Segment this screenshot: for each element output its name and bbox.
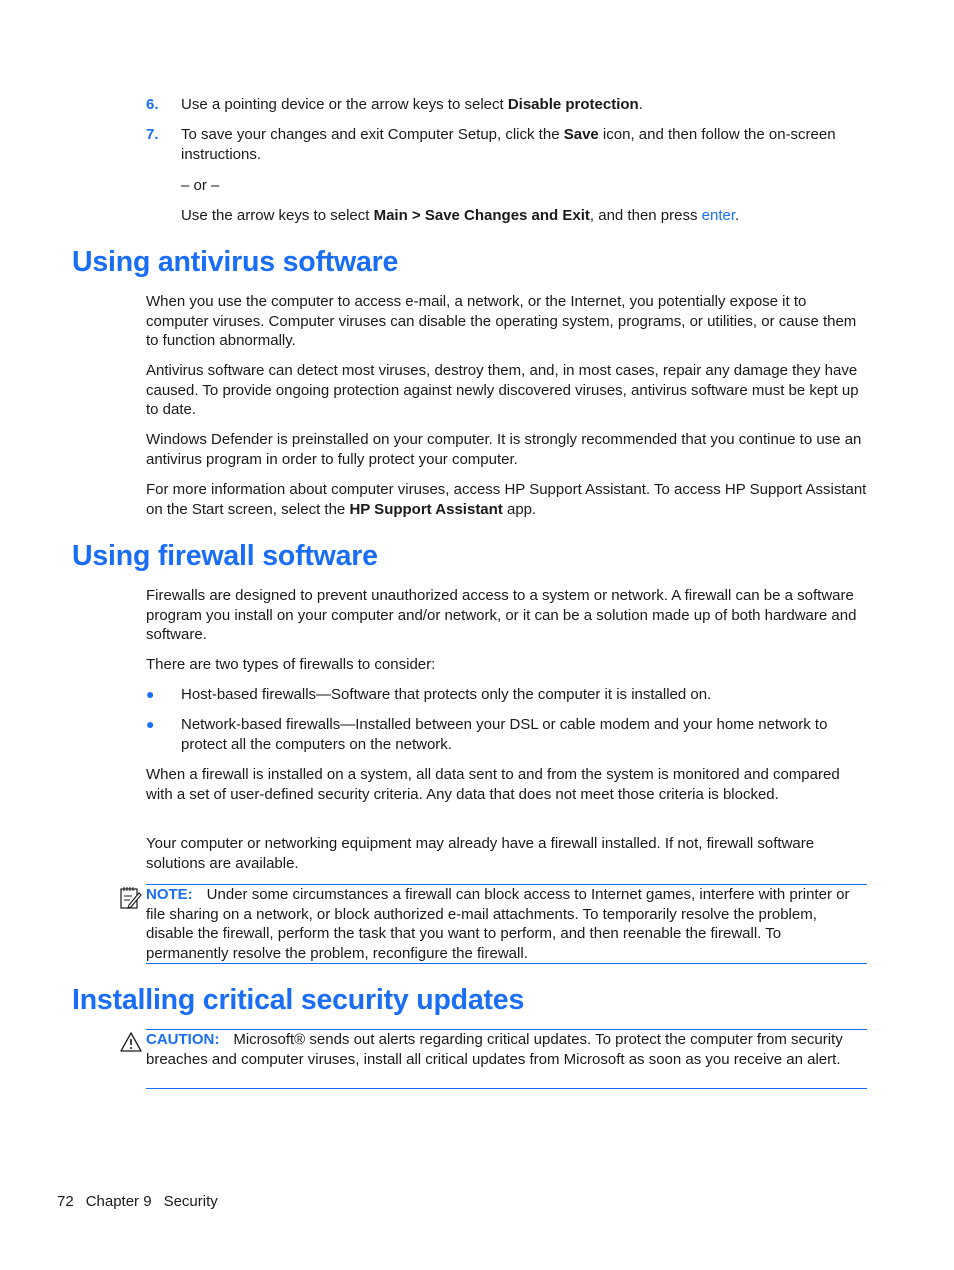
note-label: NOTE: xyxy=(146,886,193,903)
warning-triangle-icon xyxy=(119,1031,143,1053)
note-text: Under some circumstances a firewall can block access to Internet games, interfere with printer or file sharing on a network, or block authorized e-mail attachments. To temporarily resolve the problem, disable the firewall, perform the task that you want to perform, and then reenable the firewall. To permanently resolve the problem, reconfigure the firewall. xyxy=(146,886,850,962)
step-text-post: icon, and then follow the on-screen instructions. xyxy=(181,126,836,163)
step-text-pre: To save your changes and exit Computer Setup, click the xyxy=(181,126,564,143)
caution-content xyxy=(146,1030,867,1069)
bullet-icon: ● xyxy=(146,716,155,732)
paragraph-text: app. xyxy=(502,500,537,518)
alt-step-post: . xyxy=(735,207,740,224)
step-text-bold: Disable protection xyxy=(507,96,639,113)
heading-antivirus: Using antivirus software xyxy=(72,246,399,278)
step-6-text xyxy=(181,95,861,115)
antivirus-paragraph-1: When you use the computer to access e-mail, a network, or the Internet, you potentially expose it to computer viruses. Computer viruses can disable the operating system, programs, or utilities, or cause them to function abnormally. xyxy=(146,293,857,350)
antivirus-paragraph-4 xyxy=(146,480,868,519)
alt-step-bold: Main > Save Changes and Exit xyxy=(373,207,590,224)
firewall-paragraph-4: Your computer or networking equipment may already have a firewall installed. If not, firewall software solutions are available. xyxy=(146,835,815,872)
enter-key-link[interactable]: enter xyxy=(701,207,736,224)
step-text-post: . xyxy=(638,96,643,113)
chapter-title: Security xyxy=(163,1193,218,1210)
caution-box xyxy=(146,1029,867,1089)
firewall-paragraph-2: There are two types of firewalls to consider: xyxy=(146,656,436,673)
firewall-paragraph-1: Firewalls are designed to prevent unauthorized access to a system or network. A firewall can be a software program you install on your computer and/or network, or it can be a solution made up of both hardware and software. xyxy=(146,587,857,644)
step-7-text xyxy=(181,125,841,164)
alt-step-text xyxy=(181,206,861,226)
paragraph-text: For more information about computer viruses, access HP Support Assistant. To access HP Support Assistant on the Start screen, select the xyxy=(146,481,867,518)
step-text-bold: Save xyxy=(563,126,599,143)
heading-updates: Installing critical security updates xyxy=(72,984,525,1016)
antivirus-paragraph-3: Windows Defender is preinstalled on your computer. It is strongly recommended that you continue to use an antivirus program in order to fully protect your computer. xyxy=(146,431,862,468)
caution-label: CAUTION: xyxy=(146,1031,220,1048)
chapter-label: Chapter 9 xyxy=(85,1193,152,1210)
hp-support-assistant-label: HP Support Assistant xyxy=(349,500,503,518)
or-separator: – or – xyxy=(181,177,220,194)
page-number: 72 xyxy=(57,1193,74,1210)
alt-step-mid: , and then press xyxy=(589,207,702,224)
note-box xyxy=(146,884,867,964)
antivirus-paragraph-2: Antivirus software can detect most viruses, destroy them, and, in most cases, repair any damage they have caused. To provide ongoing protection against newly discovered viruses, antivirus software must be kept up to date. xyxy=(146,362,859,419)
firewall-paragraph-3: When a firewall is installed on a system, all data sent to and from the system is monitored and compared with a set of user-defined security criteria. Any data that does not meet those criteria is blocked. xyxy=(146,766,840,803)
alt-step-pre: Use the arrow keys to select xyxy=(181,207,374,224)
note-pad-icon xyxy=(118,884,142,910)
page-footer xyxy=(57,1192,230,1212)
caution-text: Microsoft® sends out alerts regarding critical updates. To protect the computer from security breaches and computer viruses, install all critical updates from Microsoft as soon as you receive an alert. xyxy=(146,1031,843,1068)
step-number: 6. xyxy=(146,96,159,113)
list-item: Network-based firewalls—Installed between your DSL or cable modem and your home network to protect all the computers on the network. xyxy=(181,716,828,753)
note-content xyxy=(146,885,867,963)
step-number: 7. xyxy=(146,126,159,143)
bullet-icon: ● xyxy=(146,686,155,702)
list-item: Host-based firewalls—Software that protects only the computer it is installed on. xyxy=(181,686,712,703)
heading-firewall: Using firewall software xyxy=(72,540,378,572)
step-text-pre: Use a pointing device or the arrow keys to select xyxy=(181,96,508,113)
